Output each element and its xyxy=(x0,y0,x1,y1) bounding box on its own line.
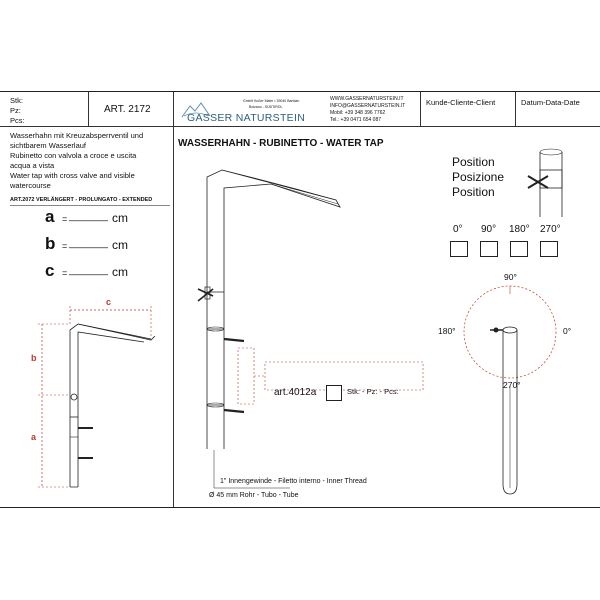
company-logo-text: GASSER NATURSTEIN xyxy=(187,112,306,124)
header-divider xyxy=(0,126,600,127)
part-qty-label: Stk: - Pz: - Pcs: xyxy=(347,387,399,396)
qty-label-pcs: Pcs: xyxy=(10,116,25,125)
tube-note: Ø 45 mm Rohr - Tubo - Tube xyxy=(209,492,299,499)
position-title-it: Posizione xyxy=(452,170,505,184)
date-field: Datum-Data-Date xyxy=(521,98,580,107)
dimension-a-letter: a xyxy=(45,207,55,226)
extension-title: ART.2072 VERLÄNGERT - PROLUNGATO - EXTENDED xyxy=(10,197,153,203)
contact-email: INFO@GASSERNATURSTEIN.IT xyxy=(330,103,406,109)
position-option-180-label: 180° xyxy=(509,224,530,235)
position-title-de: Position xyxy=(452,155,495,169)
header-divider-1 xyxy=(88,92,89,126)
position-title-en: Position xyxy=(452,185,495,199)
thread-note: 1" Innengewinde - Filetto interno - Inner Thread xyxy=(220,478,367,485)
dimension-c-blank[interactable]: _______ xyxy=(69,265,108,276)
description-line-4: acqua a vista xyxy=(10,161,55,170)
dimension-c-eq: = xyxy=(62,268,68,278)
dimension-a-unit: cm xyxy=(112,211,128,225)
dimension-a-blank[interactable]: _______ xyxy=(69,211,108,222)
part-number: art.4012a xyxy=(274,387,317,398)
description-line-2: sichtbarem Wasserlauf xyxy=(10,141,86,150)
rotation-label-left: 180° xyxy=(438,326,456,336)
company-address-1: GmbH Kußer Maler • 39040 Barbian xyxy=(243,99,300,103)
contact-phone: Tel.: +39 0471 654 087 xyxy=(330,117,382,123)
header-divider-2 xyxy=(173,92,174,507)
part-qty-box[interactable] xyxy=(326,385,342,401)
header-divider-3 xyxy=(420,92,421,126)
article-number: ART. 2172 xyxy=(104,104,151,115)
position-option-0-label: 0° xyxy=(453,224,463,235)
qty-label-pz: Pz: xyxy=(10,106,21,115)
dimension-c-unit: cm xyxy=(112,265,128,279)
description-line-3: Rubinetto con valvola a croce e uscita xyxy=(10,151,137,160)
dimension-b-unit: cm xyxy=(112,238,128,252)
diagram-label-b: b xyxy=(31,353,37,363)
dimension-a-eq: = xyxy=(62,214,68,224)
description-line-5: Water tap with cross valve and visible xyxy=(10,171,135,180)
diagram-label-a: a xyxy=(31,432,37,442)
client-field: Kunde-Cliente-Client xyxy=(426,98,496,107)
position-option-180-checkbox[interactable] xyxy=(510,241,528,257)
position-option-90-checkbox[interactable] xyxy=(480,241,498,257)
position-option-270-label: 270° xyxy=(540,224,561,235)
rotation-label-top: 90° xyxy=(504,272,517,282)
rotation-label-right: 0° xyxy=(563,326,572,336)
position-option-270-checkbox[interactable] xyxy=(540,241,558,257)
description-line-1: Wasserhahn mit Kreuzabsperrventil und xyxy=(10,131,144,140)
extension-title-underline xyxy=(10,205,170,206)
diagram-label-c: c xyxy=(106,297,112,307)
dimension-b-blank[interactable]: _______ xyxy=(69,238,108,249)
drawing-sheet xyxy=(0,91,600,508)
product-title: WASSERHAHN - RUBINETTO - WATER TAP xyxy=(178,138,384,149)
dimension-b-letter: b xyxy=(45,234,56,253)
header-divider-4 xyxy=(515,92,516,126)
dimension-c-letter: c xyxy=(45,261,55,280)
rotation-label-bottom: 270° xyxy=(503,380,521,390)
position-option-90-label: 90° xyxy=(481,224,497,235)
contact-mobile: Mobil: +39 348 396 7762 xyxy=(330,110,386,116)
dimension-b-eq: = xyxy=(62,241,68,251)
description-line-6: watercourse xyxy=(10,181,51,190)
contact-web: WWW.GASSERNATURSTEIN.IT xyxy=(330,96,404,102)
position-option-0-checkbox[interactable] xyxy=(450,241,468,257)
company-address-2: Bolzano - SÜDTIROL xyxy=(249,105,283,109)
qty-label-stk: Stk: xyxy=(10,96,23,105)
